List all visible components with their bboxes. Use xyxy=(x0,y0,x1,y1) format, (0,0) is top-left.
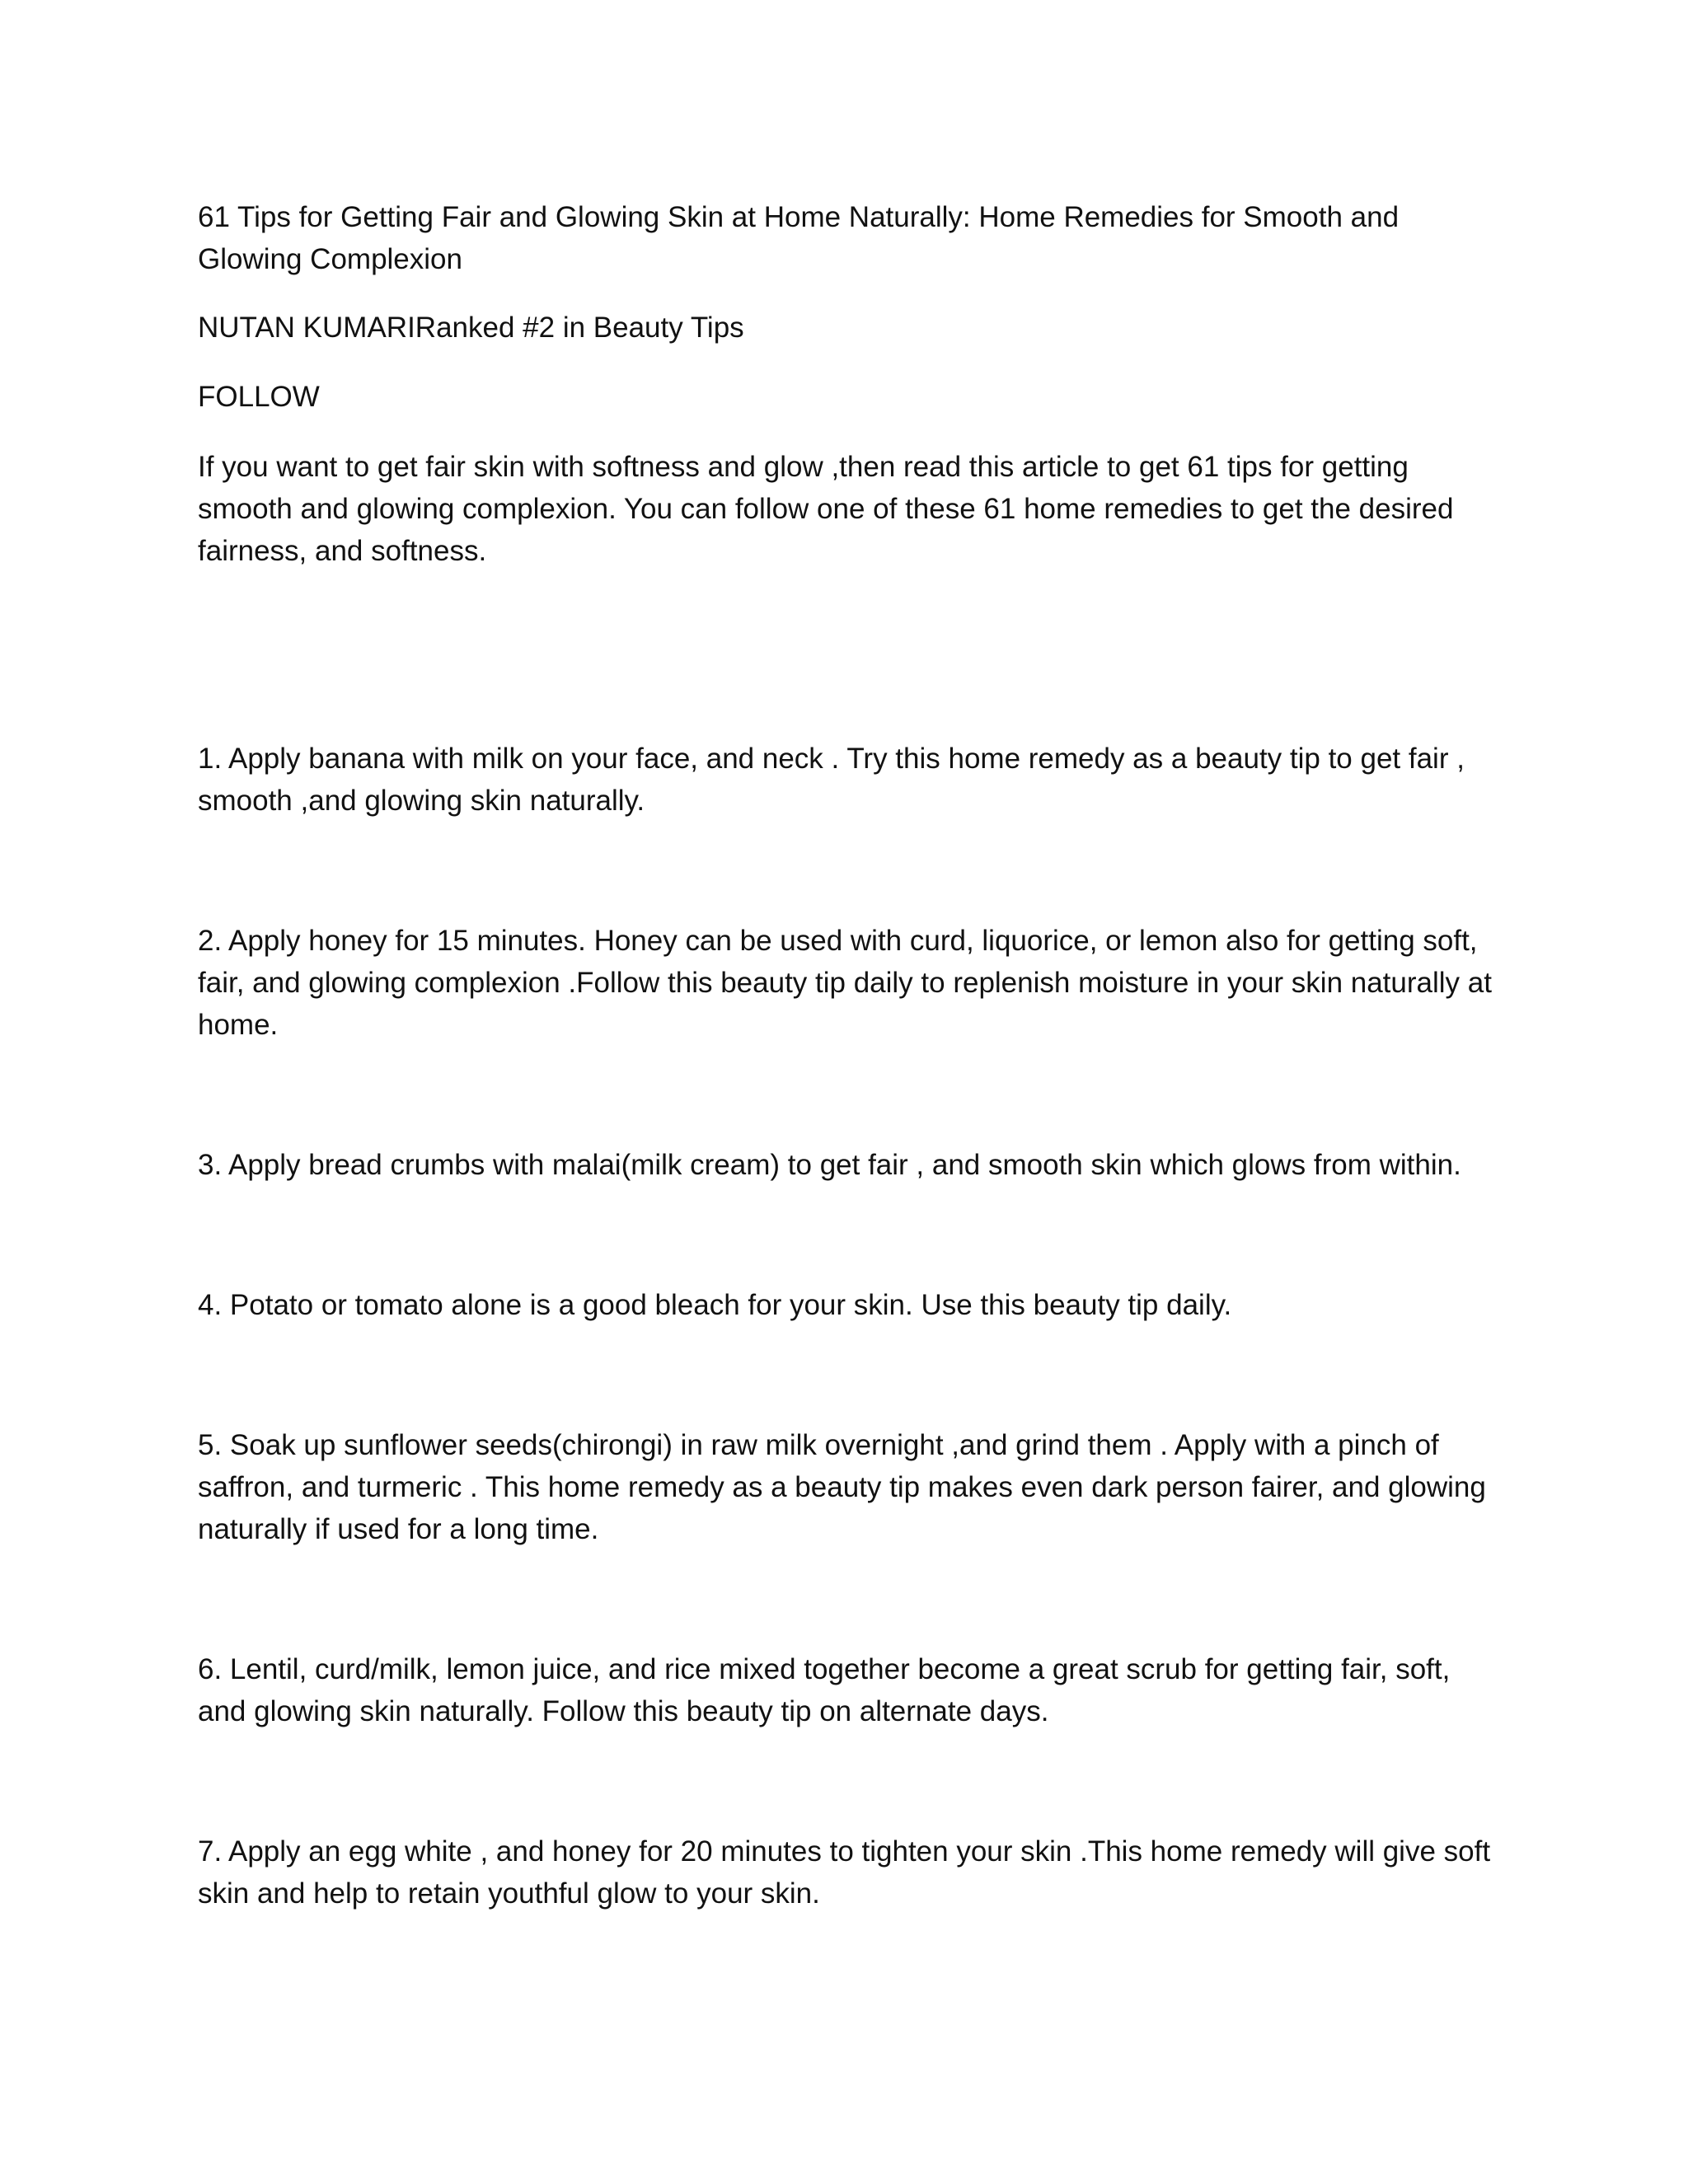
tip-item-4: 4. Potato or tomato alone is a good bleach for your skin. Use this beauty tip daily. xyxy=(198,1289,1232,1321)
tip-item-7: 7. Apply an egg white , and honey for 20 minutes to tighten your skin .This home remedy will give soft skin and help to retain youthful glow to your skin. xyxy=(198,1835,1491,1910)
tip-item-6: 6. Lentil, curd/milk, lemon juice, and rice mixed together become a great scrub for getting fair, soft, and glowing skin naturally. Follow this beauty tip on alternate days. xyxy=(198,1653,1451,1727)
document-content xyxy=(198,196,1500,2013)
follow-label: FOLLOW xyxy=(198,381,320,413)
author-ranking-line: NUTAN KUMARIRanked #2 in Beauty Tips xyxy=(198,312,744,344)
intro-paragraph: If you want to get fair skin with softness and glow ,then read this article to get 61 tips for getting smooth and glowing complexion. You can follow one of these 61 home remedies to get the desired fairness, and softness. xyxy=(198,451,1454,567)
tips-list xyxy=(198,738,1500,1915)
tip-item-5: 5. Soak up sunflower seeds(chirongi) in raw milk overnight ,and grind them . Apply with a pinch of saffron, and turmeric . This home remedy as a beauty tip makes even dark person fairer, and glowing naturally if used for a long time. xyxy=(198,1429,1486,1545)
tip-item-1: 1. Apply banana with milk on your face, and neck . Try this home remedy as a beauty tip to get fair , smooth ,and glowing skin naturally. xyxy=(198,743,1465,817)
tip-item-3: 3. Apply bread crumbs with malai(milk cream) to get fair , and smooth skin which glows from within. xyxy=(198,1149,1461,1181)
tip-item-2: 2. Apply honey for 15 minutes. Honey can be used with curd, liquorice, or lemon also for getting soft, fair, and glowing complexion .Follow this beauty tip daily to replenish moisture in your skin naturally at home. xyxy=(198,925,1492,1041)
article-title: 61 Tips for Getting Fair and Glowing Skin at Home Naturally: Home Remedies for Smooth and Glowing Complexion xyxy=(198,201,1400,275)
